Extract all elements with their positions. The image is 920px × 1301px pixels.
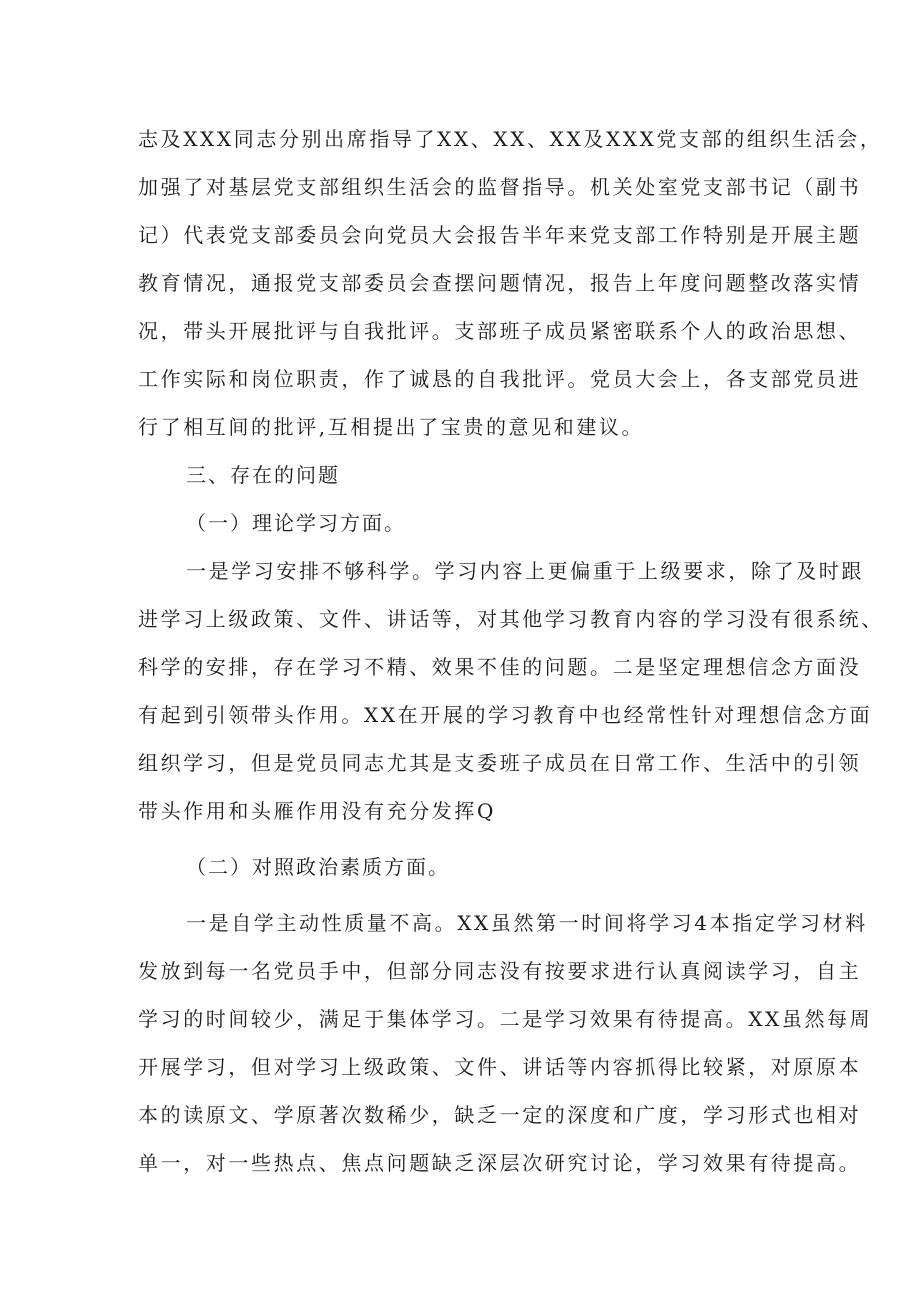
paragraph-line: 单一，对一些热点、焦点问题缺乏深层次研究讨论，学习效果有待提高。 (138, 1151, 862, 1175)
paragraph-line: 教育情况，通报党支部委员会查摆问题情况，报告上年度问题整改落实情 (138, 271, 862, 295)
paragraph-line: 带头作用和头雁作用没有充分发挥Q (138, 799, 496, 823)
paragraph-line: 有起到引领带头作用。XX在开展的学习教育中也经常性针对理想信念方面 (138, 703, 873, 727)
paragraph-line: 进学习上级政策、文件、讲话等，对其他学习教育内容的学习没有很系统、 (138, 607, 884, 631)
paragraph-line: 加强了对基层党支部组织生活会的监督指导。机关处室党支部书记（副书 (138, 175, 862, 199)
paragraph-line: 志及XXX同志分别出席指导了XX、XX、XX及XXX党支部的组织生活会， (138, 127, 883, 151)
subsection-heading: （二）对照政治素质方面。 (186, 855, 450, 879)
paragraph-line: 况，带头开展批评与自我批评。支部班子成员紧密联系个人的政治思想、 (138, 319, 862, 343)
paragraph-line: 科学的安排，存在学习不精、效果不佳的问题。二是坚定理想信念方面没 (138, 655, 862, 679)
paragraph-line: 记）代表党支部委员会向党员大会报告半年来党支部工作特别是开展主题 (138, 223, 862, 247)
section-heading: 三、存在的问题 (186, 463, 340, 487)
paragraph-line: 一是学习安排不够科学。学习内容上更偏重于上级要求，除了及时跟 (186, 559, 864, 583)
paragraph-line: 发放到每一名党员手中，但部分同志没有按要求进行认真阅读学习，自主 (138, 959, 862, 983)
paragraph-line: 本的读原文、学原著次数稀少，缺乏一定的深度和广度，学习形式也相对 (138, 1103, 862, 1127)
subsection-heading: （一）理论学习方面。 (186, 511, 406, 535)
paragraph-line: 开展学习，但对学习上级政策、文件、讲话等内容抓得比较紧，对原原本 (138, 1055, 862, 1079)
paragraph-line: 行了相互间的批评,互相提出了宝贵的意见和建议。 (138, 415, 645, 439)
paragraph-line: 一是自学主动性质量不高。XX虽然第一时间将学习4本指定学习材料 (186, 911, 868, 935)
paragraph-line: 工作实际和岗位职责，作了诚恳的自我批评。党员大会上，各支部党员进 (138, 367, 862, 391)
paragraph-line: 学习的时间较少，满足于集体学习。二是学习效果有待提高。XX虽然每周 (138, 1007, 873, 1031)
paragraph-line: 组织学习，但是党员同志尤其是支委班子成员在日常工作、生活中的引领 (138, 751, 862, 775)
